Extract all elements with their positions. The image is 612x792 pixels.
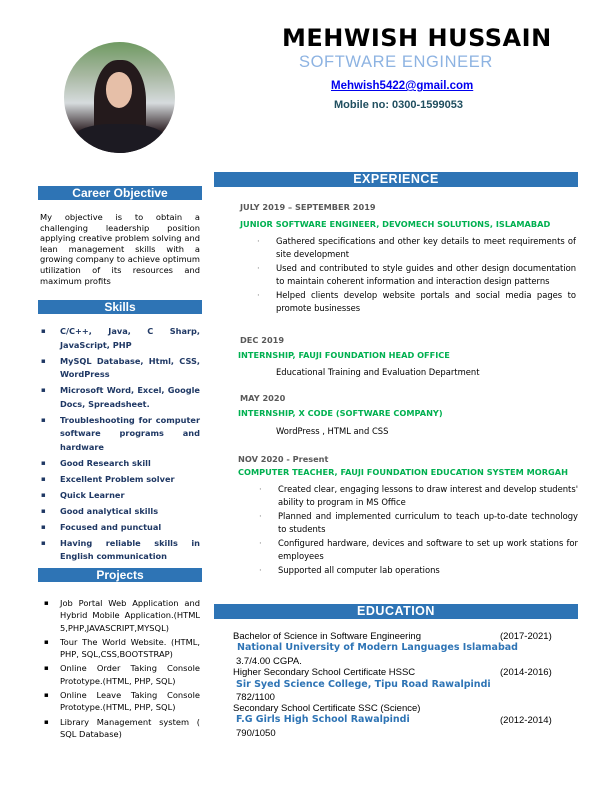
job-description: Educational Training and Evaluation Department [276, 367, 480, 377]
skill-item: ▪ Good analytical skills [40, 505, 200, 519]
job-entry [238, 454, 584, 464]
edu-institution: Sir Syed Science College, Tipu Road Rawalpindi [236, 679, 491, 690]
job-entry [238, 350, 584, 360]
projects-heading: Projects [38, 568, 202, 582]
skill-item: ▪ Focused and punctual [40, 521, 200, 535]
project-item: ▪ Tour The World Website. (HTML, PHP, SQL,CSS,BOOTSTRAP) [40, 636, 200, 661]
job-title: INTERNSHIP, X CODE (SOFTWARE COMPANY) [238, 408, 443, 418]
skill-item: ▪ Troubleshooting for computer software programs and hardware [40, 414, 200, 455]
skill-item: ▪ Excellent Problem solver [40, 473, 200, 487]
job-bullet: · Planned and implemented curriculum to teach up-to-date technology to students [232, 510, 578, 535]
skills-heading: Skills [38, 300, 202, 314]
job-entry [238, 467, 598, 477]
edu-years: (2014-2016) [500, 667, 552, 678]
photo-face [106, 72, 132, 108]
job-date: DEC 2019 [240, 335, 285, 345]
mobile-number: Mobile no: 0300-1599053 [334, 99, 464, 111]
job-bullet: · Used and contributed to style guides and other design documentation to maintain coherent information and interaction design patterns [230, 262, 576, 287]
experience-heading: EXPERIENCE [214, 172, 578, 187]
job-bullet: · Created clear, engaging lessons to draw interest and develop students' ability to program in MS Office [232, 483, 578, 508]
job-bullets [230, 235, 576, 316]
job-bullet: · Supported all computer lab operations [232, 564, 578, 577]
job-title: INTERNSHIP, FAUJI FOUNDATION HEAD OFFICE [238, 350, 450, 360]
candidate-name: MEHWISH HUSSAIN [282, 24, 552, 52]
projects-list [40, 597, 200, 742]
edu-degree: Higher Secondary School Certificate HSSC [233, 667, 416, 678]
job-entry [276, 426, 612, 436]
project-item: ▪ Library Management system ( SQL Database) [40, 716, 200, 741]
email-link[interactable]: Mehwish5422@gmail.com [331, 80, 474, 92]
edu-score: 782/1100 [236, 692, 275, 703]
edu-degree: Secondary School Certificate SSC (Science) [233, 703, 421, 714]
edu-degree: Bachelor of Science in Software Engineering [233, 631, 422, 642]
job-bullet: · Helped clients develop website portals and social media pages to promote businesses [230, 289, 576, 314]
skill-item: ▪ Microsoft Word, Excel, Google Docs, Spreadsheet. [40, 384, 200, 411]
job-entry [238, 408, 584, 418]
edu-institution: F.G Girls High School Rawalpindi [236, 714, 410, 725]
job-entry [276, 367, 612, 377]
skill-item: ▪ MySQL Database, Html, CSS, WordPress [40, 355, 200, 382]
edu-years: (2017-2021) [500, 631, 552, 642]
career-objective-text: My objective is to obtain a challenging leadership position applying creative problem solving and lean management skills with a growing company to achieve optimum utilization of its resources and maximum profits [40, 212, 200, 286]
job-date: MAY 2020 [240, 393, 286, 403]
profile-photo [64, 42, 175, 153]
job-description: WordPress , HTML and CSS [276, 426, 389, 436]
edu-years: (2012-2014) [500, 715, 552, 726]
job-entry [240, 393, 586, 403]
skill-item: ▪ Good Research skill [40, 457, 200, 471]
career-objective-heading: Career Objective [38, 186, 202, 200]
skill-item: ▪ Having reliable skills in English communication [40, 537, 200, 564]
job-bullet: · Gathered specifications and other key details to meet requirements of site development [230, 235, 576, 260]
job-entry [240, 335, 586, 345]
job-bullet: · Configured hardware, devices and software to set up work stations for employees [232, 537, 578, 562]
job-entry [240, 219, 586, 229]
job-date: NOV 2020 - Present [238, 454, 329, 464]
education-heading: EDUCATION [214, 604, 578, 619]
job-title: JUNIOR SOFTWARE ENGINEER, DEVOMECH SOLUTIONS, ISLAMABAD [240, 219, 551, 229]
edu-score: 790/1050 [236, 728, 276, 739]
project-item: ▪ Online Order Taking Console Prototype.(HTML, PHP, SQL) [40, 662, 200, 687]
job-entry [240, 202, 586, 212]
skill-item: ▪ C/C++, Java, C Sharp, JavaScript, PHP [40, 325, 200, 352]
edu-score: 3.7/4.00 CGPA. [236, 656, 302, 667]
job-bullets [232, 483, 578, 579]
job-date: JULY 2019 – SEPTEMBER 2019 [240, 202, 376, 212]
project-item: ▪ Job Portal Web Application and Hybrid Mobile Application.(HTML 5,PHP,JAVASCRIPT,MYSQL) [40, 597, 200, 634]
photo-body [72, 124, 167, 153]
project-item: ▪ Online Leave Taking Console Prototype.(HTML, PHP, SQL) [40, 689, 200, 714]
edu-institution: National University of Modern Languages Islamabad [237, 642, 518, 653]
candidate-role: SOFTWARE ENGINEER [299, 53, 493, 71]
skills-list [40, 325, 200, 566]
skill-item: ▪ Quick Learner [40, 489, 200, 503]
job-title: COMPUTER TEACHER, FAUJI FOUNDATION EDUCATION SYSTEM MORGAH [238, 467, 568, 477]
